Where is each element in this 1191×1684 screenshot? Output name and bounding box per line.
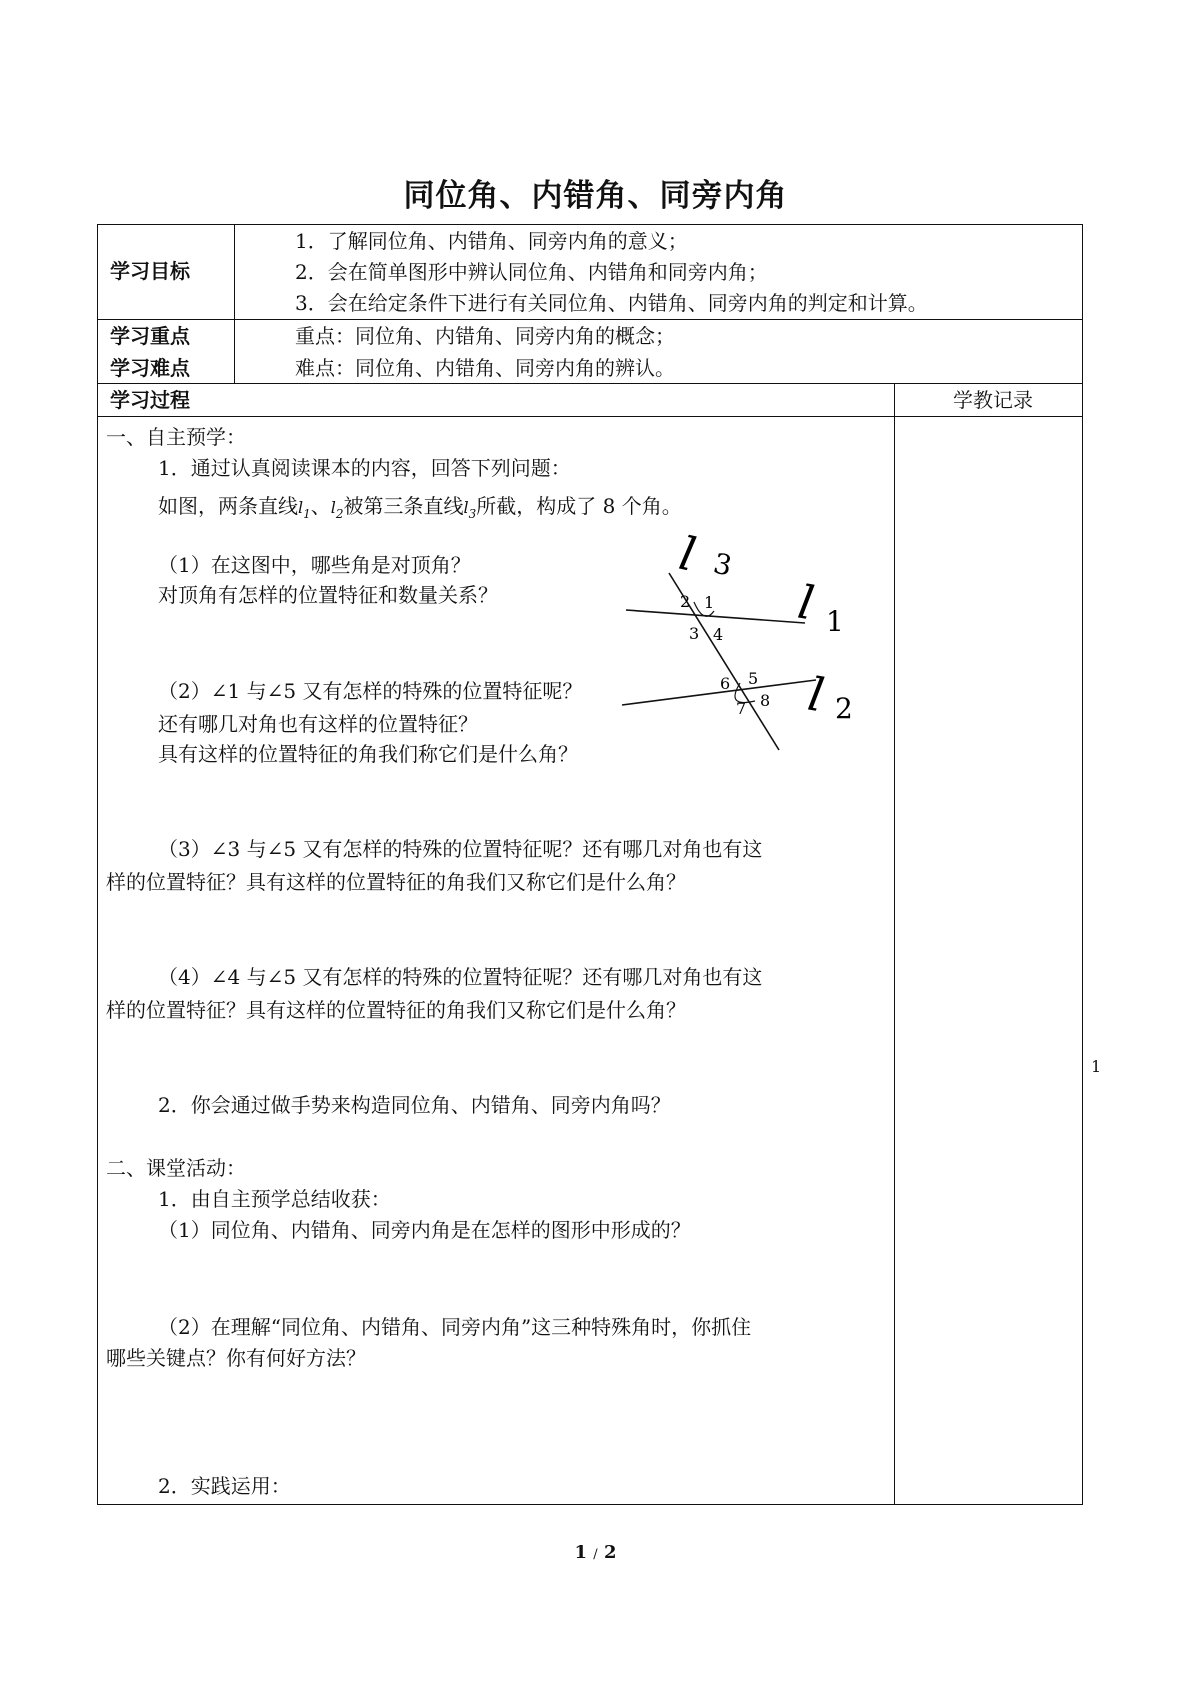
page-title: 同位角、内错角、同旁内角: [403, 178, 788, 214]
part-1-line-a: （1）在这图中，哪些角是对顶角？: [158, 553, 471, 577]
record-label: 学教记录: [953, 388, 1033, 412]
difficult-point-text: 难点：同位角、内错角、同旁内角的辨认。: [295, 356, 675, 380]
label-column-divider: [234, 224, 235, 384]
section-1-heading: 一、自主预学：: [106, 425, 246, 449]
difficult-point-label: 学习难点: [110, 356, 190, 380]
row-divider-process: [97, 416, 1083, 417]
key-point-text: 重点：同位角、内错角、同旁内角的概念；: [295, 324, 675, 348]
part-4-line-b: 样的位置特征？具有这样的位置特征的角我们又称它们是什么角？: [106, 998, 686, 1022]
part-4-line-a: （4）∠4 与∠5 又有怎样的特殊的位置特征呢？还有哪几对角也有这: [158, 965, 763, 989]
angle-label-1: 1: [704, 593, 715, 612]
angle-label-3: 3: [689, 624, 700, 643]
part-3-line-a: （3）∠3 与∠5 又有怎样的特殊的位置特征呢？还有哪几对角也有这: [158, 837, 763, 861]
part-1-line-b: 对顶角有怎样的位置特征和数量关系？: [158, 583, 498, 607]
label-l2-sub: 2: [835, 692, 853, 725]
page-current: 1: [574, 1542, 588, 1563]
label-l3-sub: 3: [710, 546, 735, 583]
table-right-border: [1082, 224, 1083, 1505]
label-l3-letter: l: [674, 525, 701, 582]
section-2-item-1b-line-a: （2）在理解“同位角、内错角、同旁内角”这三种特殊角时，你抓住: [158, 1315, 752, 1339]
angle-label-8: 8: [760, 691, 771, 710]
page-number: [0, 1542, 1191, 1563]
question-1: 1．通过认真阅读课本的内容，回答下列问题：: [158, 456, 571, 480]
part-2-line-c: 具有这样的位置特征的角我们称它们是什么角？: [158, 742, 578, 766]
label-l1-letter: l: [794, 574, 818, 631]
intro-separator: 、: [310, 494, 331, 518]
objectives-label: 学习目标: [110, 259, 190, 283]
part-2-line-b: 还有哪几对角也有这样的位置特征？: [158, 712, 478, 736]
section-2-item-2: 2．实践运用：: [158, 1474, 291, 1498]
part-3-line-b: 样的位置特征？具有这样的位置特征的角我们又称它们是什么角？: [106, 870, 686, 894]
question-2: 2．你会通过做手势来构造同位角、内错角、同旁内角吗？: [158, 1093, 671, 1117]
line-l2: [622, 680, 816, 705]
symbol-l3: $l_3$: [463, 498, 477, 521]
objective-item-2: 2．会在简单图形中辨认同位角、内错角和同旁内角；: [295, 260, 768, 284]
row-divider-keypoints: [97, 383, 1083, 384]
side-note-number: 1: [1091, 1057, 1102, 1076]
table-left-border: [97, 224, 98, 1505]
line-l1: [626, 610, 805, 623]
figure-intro: [158, 493, 682, 522]
intro-text-c: 所截，构成了 8 个角。: [476, 494, 682, 518]
table-bottom-border: [97, 1504, 1083, 1505]
label-l2-letter: l: [804, 666, 828, 723]
objective-item-3: 3．会在给定条件下进行有关同位角、内错角、同旁内角的判定和计算。: [295, 291, 928, 315]
intro-text-a: 如图，两条直线: [158, 494, 298, 518]
parallel-lines-figure: [600, 525, 860, 755]
objective-item-1: 1．了解同位角、内错角、同旁内角的意义；: [295, 229, 688, 253]
process-label: 学习过程: [110, 388, 190, 412]
section-2-item-1b-line-b: 哪些关键点？你有何好方法？: [106, 1346, 366, 1370]
angle-label-7: 7: [736, 699, 747, 718]
angle-label-2: 2: [680, 592, 691, 611]
angle-label-6: 6: [720, 674, 731, 693]
row-divider-objectives: [97, 319, 1083, 320]
part-2-line-a: （2）∠1 与∠5 又有怎样的特殊的位置特征呢？: [158, 679, 583, 703]
section-2-item-1: 1．由自主预学总结收获：: [158, 1187, 391, 1211]
table-top-border: [97, 224, 1083, 225]
intro-text-b: 被第三条直线: [343, 494, 464, 518]
symbol-l2: $l_2$: [330, 498, 344, 521]
angle-label-5: 5: [748, 669, 759, 688]
key-point-label: 学习重点: [110, 324, 190, 348]
angle-label-4: 4: [713, 625, 724, 644]
label-l1-sub: 1: [826, 605, 844, 638]
symbol-l1: $l_1$: [298, 498, 311, 521]
section-2-item-1a: （1）同位角、内错角、同旁内角是在怎样的图形中形成的？: [158, 1218, 691, 1242]
page-total: 2: [603, 1542, 617, 1563]
record-column-divider: [894, 383, 895, 1505]
page-separator: /: [593, 1547, 598, 1562]
section-2-heading: 二、课堂活动：: [106, 1156, 246, 1180]
